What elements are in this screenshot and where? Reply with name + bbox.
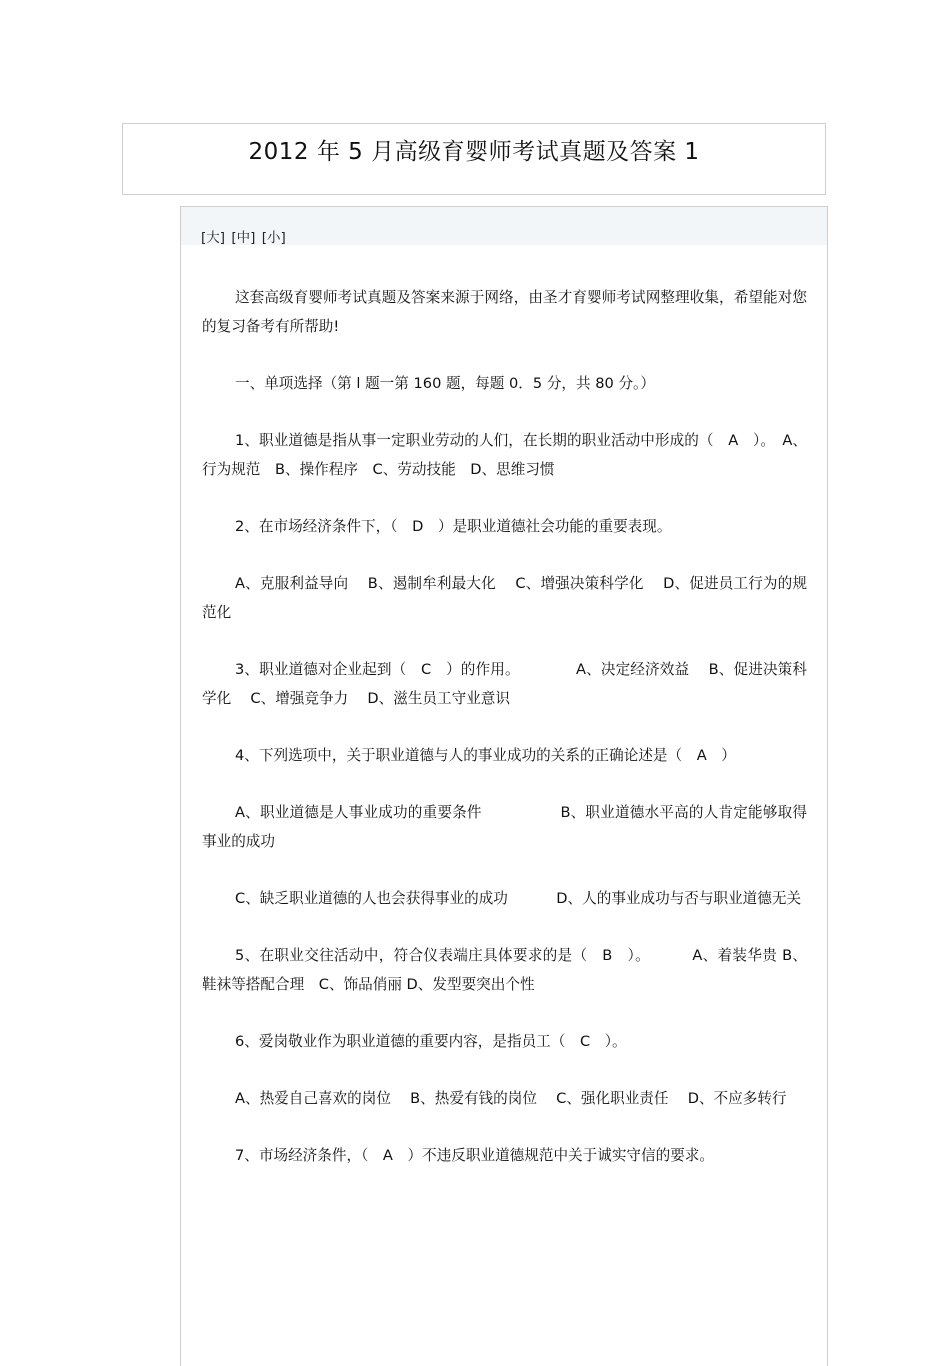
font-size-large-link[interactable]: [大] (201, 230, 226, 246)
question-6: 6、爱岗敬业作为职业道德的重要内容，是指员工（ C ）。 (235, 1033, 627, 1050)
article-content (180, 206, 828, 1366)
question-5: 5、在职业交往活动中，符合仪表端庄具体要求的是（ B ）。 A、着装华贵 B、鞋袜等搭配合理 C、饰品俏丽 D、发型要突出个性 (202, 947, 807, 993)
article-body (181, 283, 827, 1170)
question-7: 7、市场经济条件，（ A ）不违反职业道德规范中关于诚实守信的要求。 (235, 1147, 714, 1164)
question-4: 4、下列选项中，关于职业道德与人的事业成功的关系的正确论述是（ A ） (235, 747, 736, 764)
font-size-small-link[interactable]: [小] (261, 230, 286, 246)
question-4-options-cd: C、缺乏职业道德的人也会获得事业的成功 D、人的事业成功与否与职业道德无关 (235, 890, 802, 907)
question-6-options: A、热爱自己喜欢的岗位 B、热爱有钱的岗位 C、强化职业责任 D、不应多转行 (235, 1090, 787, 1107)
question-3: 3、职业道德对企业起到（ C ）的作用。 A、决定经济效益 B、促进决策科学化 C、增强竞争力 D、滋生员工守业意识 (202, 661, 807, 707)
section-heading: 一、单项选择（第 l 题一第 160 题，每题 0．5 分，共 80 分。） (235, 375, 655, 392)
title-box (122, 123, 826, 195)
page-title: 2012 年 5 月高级育婴师考试真题及答案 1 (248, 139, 700, 165)
font-size-medium-link[interactable]: [中] (231, 230, 256, 246)
question-4-options-ab: A、职业道德是人事业成功的重要条件 B、职业道德水平高的人肯定能够取得事业的成功 (202, 804, 807, 850)
font-size-bar (181, 207, 827, 245)
question-2-options: A、克服利益导向 B、遏制牟利最大化 C、增强决策科学化 D、促进员工行为的规范化 (202, 575, 807, 621)
question-1: 1、职业道德是指从事一定职业劳动的人们，在长期的职业活动中形成的（ A ）。 A、行为规范 B、操作程序 C、劳动技能 D、思维习惯 (202, 432, 807, 478)
question-2: 2、在市场经济条件下，（ D ）是职业道德社会功能的重要表现。 (235, 518, 672, 535)
intro-paragraph: 这套高级育婴师考试真题及答案来源于网络，由圣才育婴师考试网整理收集，希望能对您的复习备考有所帮助! (202, 289, 807, 335)
